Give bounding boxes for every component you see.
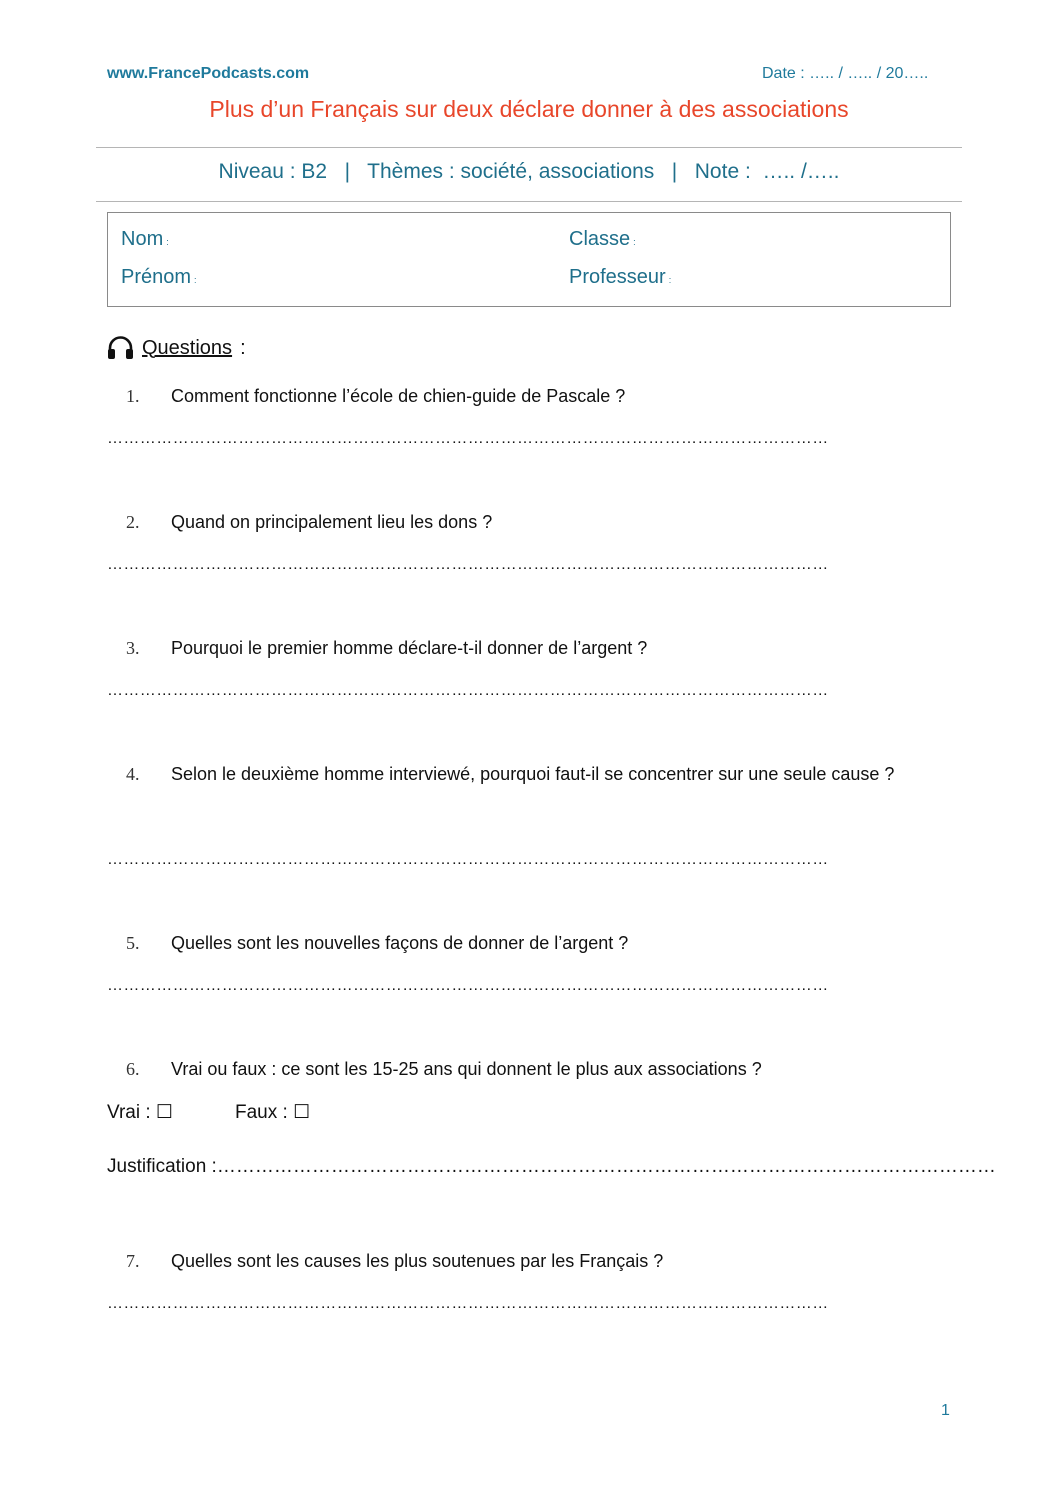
question-number: 7. bbox=[126, 1251, 140, 1271]
class-label: Classe bbox=[569, 228, 631, 250]
question-text: Quand on principalement lieu les dons ? bbox=[171, 512, 493, 532]
question-text: Vrai ou faux : ce sont les 15-25 ans qui donnent le plus aux associations ? bbox=[171, 1059, 762, 1079]
questions-heading: Questions : bbox=[107, 336, 246, 360]
page-number: 1 bbox=[941, 1402, 950, 1419]
answer-line[interactable]: …………………………………………………………………………………………………………………… bbox=[107, 430, 829, 447]
question-number: 1. bbox=[126, 386, 140, 406]
divider-top bbox=[96, 147, 962, 148]
question-text: Pourquoi le premier homme déclare-t-il donner de l’argent ? bbox=[171, 638, 648, 658]
answer-line[interactable]: …………………………………………………………………………………………………………………… bbox=[107, 682, 829, 699]
firstname-field[interactable]: Prénom : bbox=[121, 266, 197, 288]
site-url: www.FrancePodcasts.com bbox=[107, 65, 310, 82]
name-label: Nom bbox=[121, 228, 164, 250]
headphones-icon bbox=[107, 336, 134, 360]
class-field[interactable]: Classe : bbox=[569, 228, 636, 250]
false-checkbox[interactable]: Faux : ☐ bbox=[235, 1102, 311, 1123]
answer-line[interactable]: …………………………………………………………………………………………………………………… bbox=[107, 851, 829, 868]
date-field: Date : ….. / ….. / 20….. bbox=[762, 65, 929, 82]
question-number: 3. bbox=[126, 638, 140, 658]
name-field[interactable]: Nom : bbox=[121, 228, 169, 250]
question-text: Quelles sont les nouvelles façons de donner de l’argent ? bbox=[171, 933, 629, 953]
meta-line: Niveau : B2 | Thèmes : société, associations | Note : ….. /….. bbox=[218, 160, 840, 183]
answer-line[interactable]: …………………………………………………………………………………………………………………… bbox=[107, 977, 829, 994]
student-info-box bbox=[107, 212, 951, 307]
question-number: 2. bbox=[126, 512, 140, 532]
questions-label: Questions bbox=[142, 336, 233, 359]
question-number: 6. bbox=[126, 1059, 140, 1079]
question-text: Selon le deuxième homme interviewé, pourquoi faut-il se concentrer sur une seule cause ? bbox=[171, 764, 895, 784]
question-text: Comment fonctionne l’école de chien-guide de Pascale ? bbox=[171, 386, 626, 406]
question-number: 4. bbox=[126, 764, 140, 784]
justification-line[interactable]: Justification :…………………………………………………………………………………………………………… bbox=[107, 1156, 996, 1177]
true-checkbox[interactable]: Vrai : ☐ bbox=[107, 1102, 173, 1123]
teacher-label: Professeur bbox=[569, 266, 666, 288]
question-number: 5. bbox=[126, 933, 140, 953]
answer-line[interactable]: …………………………………………………………………………………………………………………… bbox=[107, 1295, 829, 1312]
teacher-field[interactable]: Professeur : bbox=[569, 266, 672, 288]
question-text: Quelles sont les causes les plus soutenues par les Français ? bbox=[171, 1251, 664, 1271]
divider-bottom bbox=[96, 201, 962, 202]
page-title: Plus d’un Français sur deux déclare donner à des associations bbox=[209, 96, 849, 122]
answer-line[interactable]: …………………………………………………………………………………………………………………… bbox=[107, 556, 829, 573]
firstname-label: Prénom bbox=[121, 266, 192, 288]
